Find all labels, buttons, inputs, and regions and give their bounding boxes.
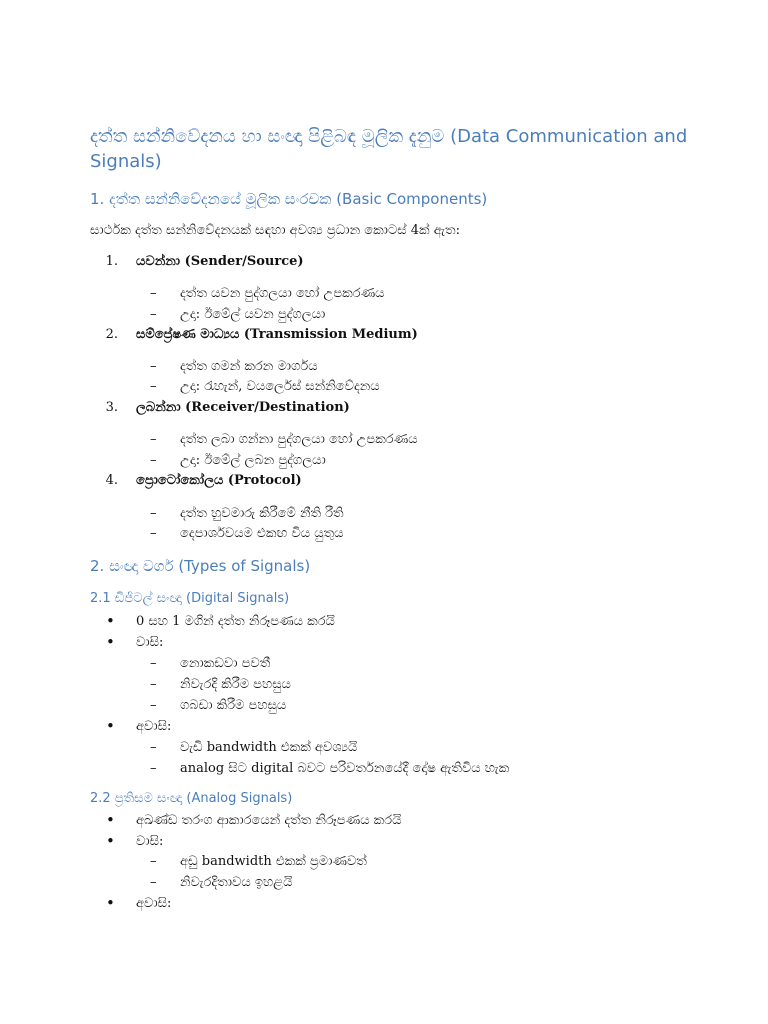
list-item: උදා: ඊමේල් ලබන පුද්ගලයා	[180, 453, 326, 468]
list-item: උදා: රැහැන්, වයර්ලෙස් සන්නිවේදනය	[180, 379, 380, 394]
list-item: analog සිට digital බවට පරිවර්තනයේදී දෝෂ ඇතිවිය හැක	[180, 761, 510, 776]
list-number: 1.	[105, 254, 118, 269]
list-item: දෙපාර්ශවයම එකඟ විය යුතුය	[180, 526, 344, 541]
list-item: නොකඩවා පවතී	[180, 656, 271, 671]
component-medium-label: සම්ප්‍රේෂණ මාධ්‍යය (Transmission Medium)	[136, 327, 418, 342]
digital-signals-heading: 2.1 ඩිජිටල් සංඥා (Digital Signals)	[90, 591, 290, 606]
component-sender-label: යවන්නා (Sender/Source)	[136, 254, 304, 269]
list-item: දත්ත ලබා ගන්නා පුද්ගලයා හෝ උපකරණය	[180, 432, 418, 447]
list-item: අඛණ්ඩ තරංග ආකාරයෙන් දත්ත නිරූපණය කරයි	[136, 813, 402, 828]
dash-glyph: –	[150, 307, 157, 322]
component-receiver-label: ලබන්නා (Receiver/Destination)	[136, 400, 350, 415]
component-protocol-label: ප්‍රොටෝකෝලය (Protocol)	[136, 473, 302, 488]
list-item: ගබඩා කිරීම පහසුය	[180, 698, 287, 713]
advantages-label: වාසි:	[136, 635, 164, 650]
list-item: දත්ත හුවමාරු කිරීමේ නීති රීති	[180, 506, 344, 521]
list-item: දත්ත යවන පුද්ගලයා හෝ උපකරණය	[180, 286, 385, 301]
dash-glyph: –	[150, 379, 157, 394]
dash-glyph: –	[150, 677, 157, 692]
bullet-glyph: •	[106, 811, 115, 829]
list-item: 0 සහ 1 මගින් දත්ත නිරූපණය කරයි	[136, 614, 335, 629]
dash-glyph: –	[150, 286, 157, 301]
list-item: වැඩි bandwidth එකක් අවශ්‍යයි	[180, 740, 358, 755]
dash-glyph: –	[150, 453, 157, 468]
dash-glyph: –	[150, 526, 157, 541]
bullet-glyph: •	[106, 717, 115, 735]
disadvantages-label: අවාසි:	[136, 719, 172, 734]
section-1-intro: සාර්ථක දත්ත සන්නිවේදනයක් සඳහා අවශ්‍ය ප්‍රධාන කොටස් 4ක් ඇත:	[90, 223, 460, 238]
dash-glyph: –	[150, 506, 157, 521]
list-item: අඩු bandwidth එකක් ප්‍රමාණවත්	[180, 854, 367, 869]
dash-glyph: –	[150, 656, 157, 671]
list-item: නිවැරදි කිරීම පහසුය	[180, 677, 291, 692]
bullet-glyph: •	[106, 612, 115, 630]
list-number: 4.	[105, 473, 118, 488]
section-2-heading: 2. සංඥා වර්ග (Types of Signals)	[90, 557, 311, 575]
dash-glyph: –	[150, 854, 157, 869]
bullet-glyph: •	[106, 832, 115, 850]
list-item: උදා: ඊමේල් යවන පුද්ගලයා	[180, 307, 326, 322]
bullet-glyph: •	[106, 894, 115, 912]
document-title: දත්ත සන්නිවේදනය හා සංඥා පිළිබඳ මූලික දැනුම (Data Communication and Signals)	[90, 126, 688, 172]
dash-glyph: –	[150, 698, 157, 713]
dash-glyph: –	[150, 875, 157, 890]
analog-signals-heading: 2.2 ප්‍රතිසම සංඥා (Analog Signals)	[90, 791, 293, 806]
list-number: 3.	[105, 400, 118, 415]
section-1-heading: 1. දත්ත සන්නිවේදනයේ මූලික සංරචක (Basic Components)	[90, 190, 488, 208]
dash-glyph: –	[150, 359, 157, 374]
list-item: නිවැරදිතාවය ඉහළයි	[180, 875, 293, 890]
disadvantages-label: අවාසි:	[136, 896, 172, 911]
dash-glyph: –	[150, 761, 157, 776]
advantages-label: වාසි:	[136, 834, 164, 849]
bullet-glyph: •	[106, 633, 115, 651]
list-item: දත්ත ගමන් කරන මාර්ගය	[180, 359, 318, 374]
list-number: 2.	[105, 327, 118, 342]
dash-glyph: –	[150, 740, 157, 755]
dash-glyph: –	[150, 432, 157, 447]
